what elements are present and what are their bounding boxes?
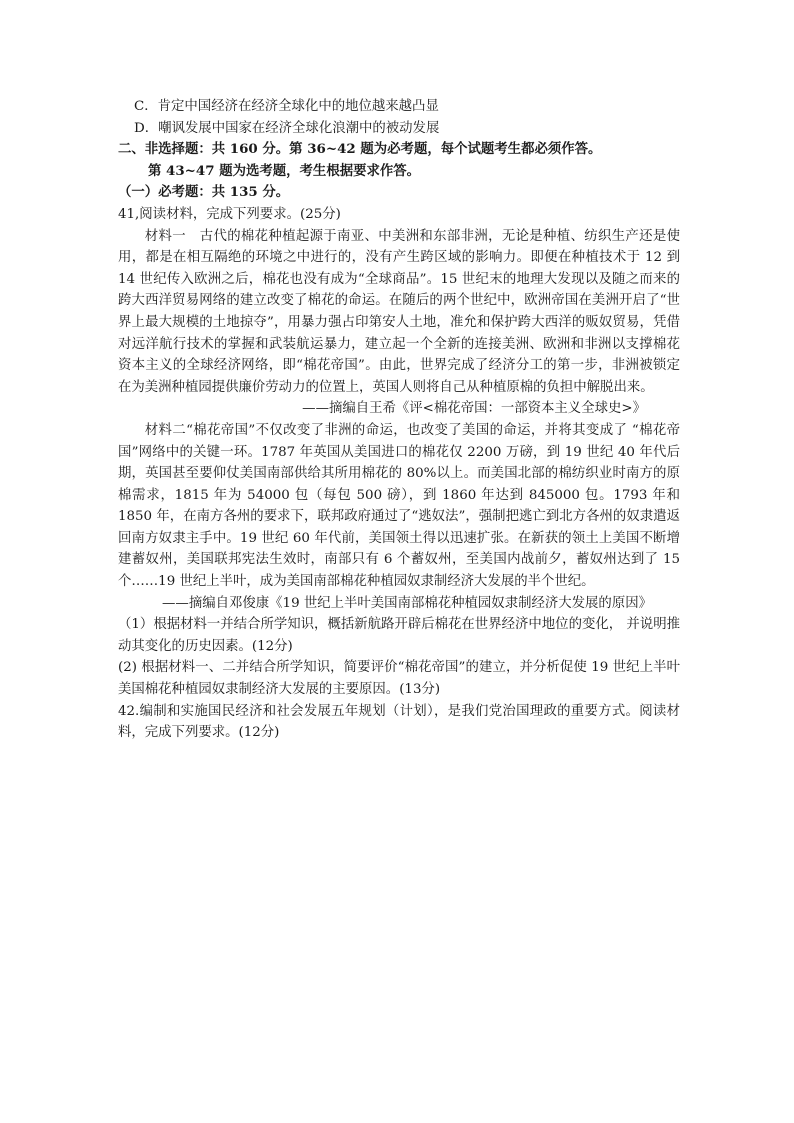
material-two: 材料二“棉花帝国”不仅改变了非洲的命运，也改变了美国的命运，并将其变成了 “棉花帝国”网络中的关键一环。1787 年英国从美国进口的棉花仅 2200 万磅，到 19 世纪 40 年代后期，英国甚至要仰仗美国南部供给其所用棉花的 80%以上。而美国北部的棉纺织业时南方的原棉需求，1815 年为 54000 包（每包 500 磅），到 1860 年达到 845000 包。1793 年和 1850 年，在南方各州的要求下，联邦政府通过了“逃奴法”，强制把逃亡到北方各州的奴隶遣返回南方奴隶主手中。19 世纪 60 年代前，美国领土得以迅速扩张。在新获的领土上美国不断增建蓄奴州，美国联邦宪法生效时，南部只有 6 个蓄奴州，至美国内战前夕，蓄奴州达到了 15 个……19 世纪上半叶，成为美国南部棉花种植园奴隶制经济大发展的半个世纪。 [118,422,680,590]
question-41-prompt: 41,阅读材料，完成下列要求。(25分) [118,206,341,222]
sub-question-1: （1）根据材料一并结合所学知识，概括新航路开辟后棉花在世界经济中地位的变化， 并说明推动其变化的历史因素。(12分) [118,617,680,654]
question-42-prompt: 42.编制和实施国民经济和社会发展五年规划（计划），是我们党治国理政的重要方式。阅读材料，完成下列要求。(12分) [118,703,680,741]
exam-page [118,96,680,744]
required-heading: （一）必考题：共 135 分。 [118,184,290,201]
option-d: D．嘲讽发展中国家在经济全球化浪潮中的被动发展 [134,120,440,136]
material-one-source: ——摘编自王希《评<棉花帝国：一部资本主义全球史>》 [302,401,646,417]
material-one: 材料一 古代的棉花种植起源于南亚、中美洲和东部非洲，无论是种植、纺织生产还是使用，都是在相互隔绝的环境之中进行的，没有产生跨区域的影响力。即便在种植技术于 12 到 14 世纪传入欧洲之后，棉花也没有成为“全球商品”。15 世纪末的地理大发现以及随之而来的跨大西洋贸易网络的建立改变了棉花的命运。在随后的两个世纪中，欧洲帝国在美洲开启了“世界上最大规模的土地掠夺”，用暴力强占印第安人土地，准允和保护跨大西洋的贩奴贸易，凭借对远洋航行技术的掌握和武装航运暴力，建立起一个全新的连接美洲、欧洲和非洲以支撑棉花资本主义的全球经济网络，即“棉花帝国”。由此，世界完成了经济分工的第一步，非洲被锁定在为美洲种植园提供廉价劳动力的位置上，英国人则将自己从种植原棉的负担中解脱出来。 [118,228,680,395]
option-c: C．肯定中国经济在经济全球化中的地位越来越凸显 [134,99,439,114]
section-subheading: 第 43~47 题为选考题，考生根据要求作答。 [148,162,421,179]
sub-question-2: (2) 根据材料一、二并结合所学知识，简要评价“棉花帝国”的建立，并分析促使 19 世纪上半叶美国棉花种植园奴隶制经济大发展的主要原因。(13分) [118,660,680,698]
section-heading: 二、非选择题：共 160 分。第 36~42 题为必考题，每个试题考生都必须作答。 [118,141,602,158]
material-two-source: ——摘编自邓俊康《19 世纪上半叶美国南部棉花种植园奴隶制经济大发展的原因》 [162,595,652,611]
